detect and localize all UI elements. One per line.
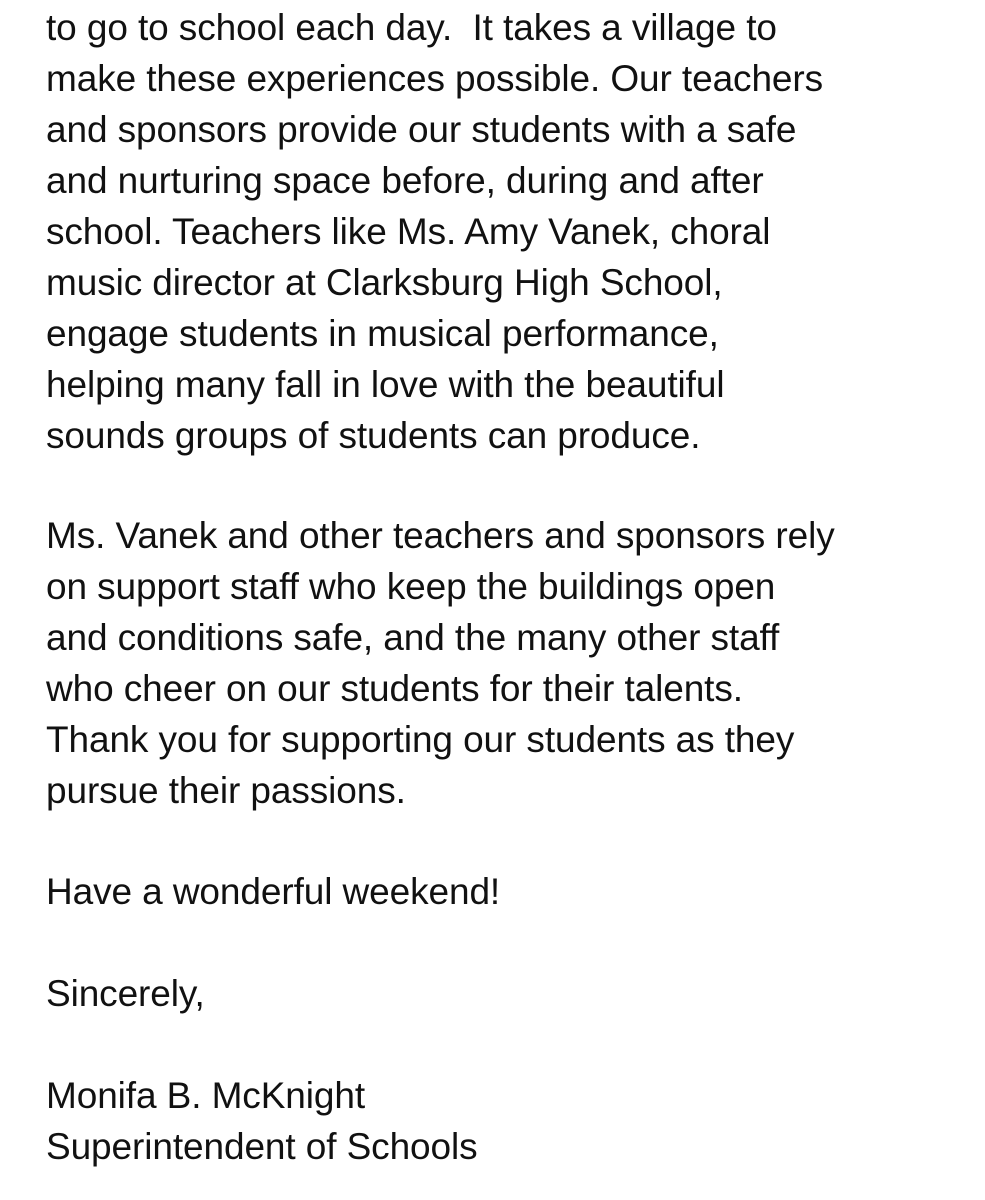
paragraph-line: Thank you for supporting our students as they (46, 719, 795, 760)
paragraph-line: sounds groups of students can produce. (46, 415, 701, 456)
paragraph-line: and conditions safe, and the many other staff (46, 617, 780, 658)
paragraph-line: school. Teachers like Ms. Amy Vanek, choral (46, 211, 771, 252)
paragraph-line: make these experiences possible. Our teachers (46, 58, 824, 99)
signoff-text: Sincerely, (46, 973, 205, 1014)
paragraph-line: engage students in musical performance, (46, 313, 719, 354)
body-paragraph-2 (46, 510, 966, 816)
paragraph-line: on support staff who keep the buildings open (46, 566, 776, 607)
signer-name: Monifa B. McKnight (46, 1075, 366, 1116)
paragraph-line: pursue their passions. (46, 770, 406, 811)
closing-text: Have a wonderful weekend! (46, 871, 501, 912)
paragraph-line: and sponsors provide our students with a safe (46, 109, 797, 150)
paragraph-line: helping many fall in love with the beautiful (46, 364, 725, 405)
paragraph-line: music director at Clarksburg High School, (46, 262, 723, 303)
paragraph-line: and nurturing space before, during and after (46, 160, 764, 201)
paragraph-line: to go to school each day. It takes a village to (46, 7, 777, 48)
body-paragraph-1 (46, 2, 966, 461)
signer-title: Superintendent of Schools (46, 1126, 478, 1167)
signature-block (46, 1070, 966, 1172)
paragraph-line: Ms. Vanek and other teachers and sponsors rely (46, 515, 835, 556)
signoff (46, 968, 966, 1019)
closing-line (46, 866, 966, 917)
paragraph-line: who cheer on our students for their talents. (46, 668, 743, 709)
